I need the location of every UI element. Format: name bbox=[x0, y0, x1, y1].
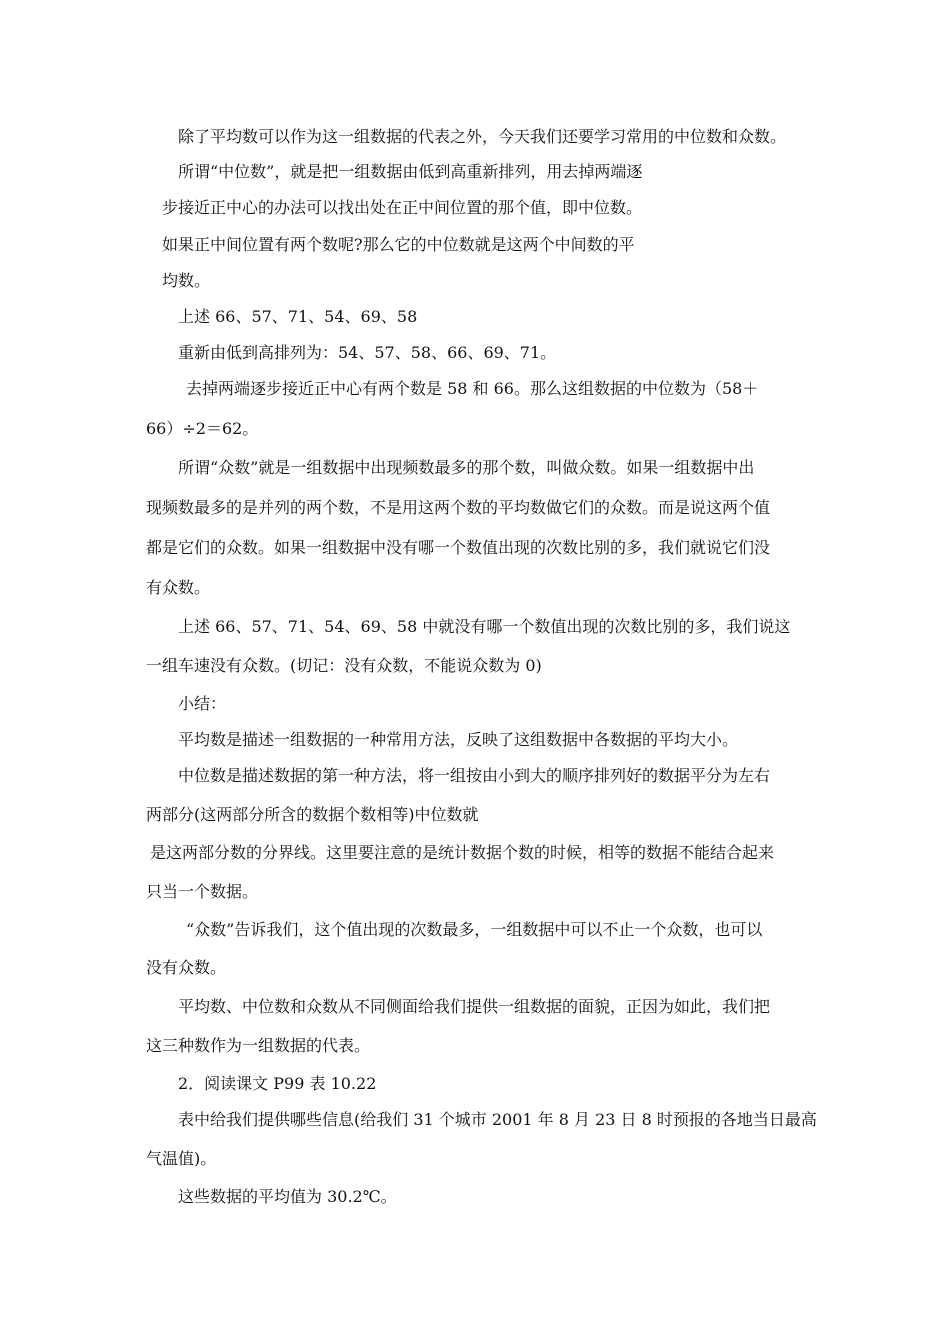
text-line: 上述 66、57、71、54、69、58 bbox=[178, 307, 418, 326]
text-line: 现频数最多的是并列的两个数，不是用这两个数的平均数做它们的众数。而是说这两个值 bbox=[146, 498, 771, 517]
text-line: 一组车速没有众数。(切记：没有众数，不能说众数为 0) bbox=[146, 656, 542, 675]
text-line: 重新由低到高排列为：54、57、58、66、69、71。 bbox=[178, 343, 557, 362]
text-line: 没有众数。 bbox=[146, 958, 227, 977]
text-line: 除了平均数可以作为这一组数据的代表之外，今天我们还要学习常用的中位数和众数。 bbox=[178, 127, 787, 146]
text-line: 这三种数作为一组数据的代表。 bbox=[146, 1036, 371, 1055]
text-line: 上述 66、57、71、54、69、58 中就没有哪一个数值出现的次数比别的多，我们说这 bbox=[178, 617, 791, 636]
text-line: 这些数据的平均值为 30.2℃。 bbox=[178, 1187, 397, 1206]
text-line: 是这两部分数的分界线。这里要注意的是统计数据个数的时候，相等的数据不能结合起来 bbox=[150, 843, 775, 862]
text-line: 如果正中间位置有两个数呢?那么它的中位数就是这两个中间数的平 bbox=[162, 235, 635, 254]
text-line: 2．阅读课文 P99 表 10.22 bbox=[178, 1074, 377, 1093]
text-line: 平均数是描述一组数据的一种常用方法，反映了这组数据中各数据的平均大小。 bbox=[178, 730, 739, 749]
text-line: 平均数、中位数和众数从不同侧面给我们提供一组数据的面貌，正因为如此，我们把 bbox=[178, 997, 771, 1016]
text-line: 去掉两端逐步接近正中心有两个数是 58 和 66。那么这组数据的中位数为（58＋ bbox=[186, 379, 759, 398]
text-line: 只当一个数据。 bbox=[146, 882, 259, 901]
text-line: 均数。 bbox=[162, 271, 211, 290]
text-line: 两部分(这两部分所含的数据个数相等)中位数就 bbox=[146, 805, 479, 824]
text-line: 步接近正中心的办法可以找出处在正中间位置的那个值，即中位数。 bbox=[162, 198, 643, 217]
text-line: 所谓“中位数”，就是把一组数据由低到高重新排列，用去掉两端逐 bbox=[178, 162, 643, 181]
text-line: 小结： bbox=[178, 694, 227, 713]
text-line: 气温值)。 bbox=[146, 1149, 217, 1168]
text-line: 表中给我们提供哪些信息(给我们 31 个城市 2001 年 8 月 23 日 8 时预报的各地当日最高 bbox=[178, 1110, 817, 1129]
text-line: 都是它们的众数。如果一组数据中没有哪一个数值出现的次数比别的多，我们就说它们没 bbox=[146, 538, 771, 557]
text-line: 66）÷2＝62。 bbox=[146, 419, 259, 438]
text-line: “众数”告诉我们，这个值出现的次数最多，一组数据中可以不止一个众数，也可以 bbox=[186, 920, 763, 939]
text-line: 中位数是描述数据的第一种方法，将一组按由小到大的顺序排列好的数据平分为左右 bbox=[178, 766, 771, 785]
text-line: 所谓“众数”就是一组数据中出现频数最多的那个数，叫做众数。如果一组数据中出 bbox=[178, 458, 755, 477]
text-line: 有众数。 bbox=[146, 578, 211, 597]
